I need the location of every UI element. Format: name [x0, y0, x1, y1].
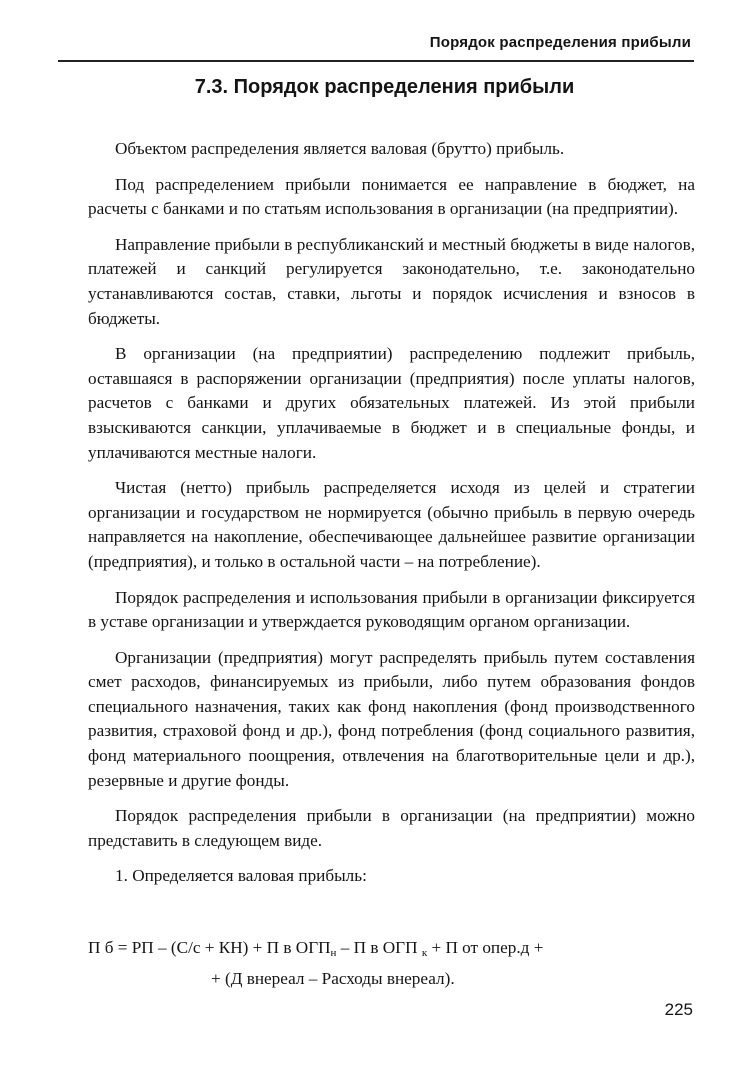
header-rule	[58, 60, 694, 62]
paragraph: Под распределением прибыли понимается ее направление в бюджет, на расчеты с банками и по статьям использования в организации (на предприятии).	[88, 174, 695, 219]
formula-subscript: н	[330, 947, 337, 959]
paragraph: Организации (предприятия) могут распределять прибыль путем составления смет расходов, финансируемых из прибыли, либо путем образования фондов специального назначения, таких как фонд накопления (фонд производственного развития, страховой фонд и др.), фонд потребления (фонд социального развития, фонд материального поощрения, отвлечения на благотворительные цели и др.), резервные и другие фонды.	[88, 647, 695, 790]
paragraph: Объектом распределения является валовая (брутто) прибыль.	[115, 139, 565, 158]
formula-line-1	[88, 935, 700, 966]
paragraph: Порядок распределения прибыли в организации (на предприятии) можно представить в следующем виде.	[88, 806, 695, 850]
formula-subscript: к	[421, 947, 428, 959]
paragraph: Чистая (нетто) прибыль распределяется исходя из целей и стратегии организации и государством не нормируется (обычно прибыль в первую очередь направляется на накопление, обеспечивающее дальнейшее развитие организации (предприятия), и только в остальной части – на потребление).	[88, 478, 695, 571]
formula-part: П б = РП – (С/с + КН) + П в ОГП	[88, 938, 331, 957]
formula-line-2: + (Д внереал – Расходы внереал).	[211, 969, 455, 988]
paragraph: В организации (на предприятии) распределению подлежит прибыль, оставшаяся в распоряжении организации (предприятия) после уплаты налогов, расчетов с банками и других обязательных платежей. Из этой прибыли взыскиваются санкции, уплачиваемые в бюджет и в специальные фонды, и уплачиваются местные налоги.	[88, 344, 695, 462]
step-heading: 1. Определяется валовая прибыль:	[115, 866, 367, 886]
page-number: 225	[664, 1000, 693, 1019]
section-title: 7.3. Порядок распределения прибыли	[194, 76, 575, 98]
paragraph: Порядок распределения и использования прибыли в организации фиксируется в уставе организации и утверждается руководящим органом организации.	[88, 587, 695, 632]
body-text	[88, 137, 695, 895]
gross-profit-formula	[88, 935, 700, 992]
formula-part: – П в ОГП	[336, 938, 418, 957]
paragraph: Направление прибыли в республиканский и местный бюджеты в виде налогов, платежей и санкций регулируется законодательно, т.е. законодательно устанавливаются состав, ставки, льготы и порядок исчисления и взносов в бюджеты.	[88, 234, 695, 328]
running-header: Порядок распределения прибыли	[429, 34, 691, 51]
formula-part: + П от опер.д +	[427, 938, 544, 957]
